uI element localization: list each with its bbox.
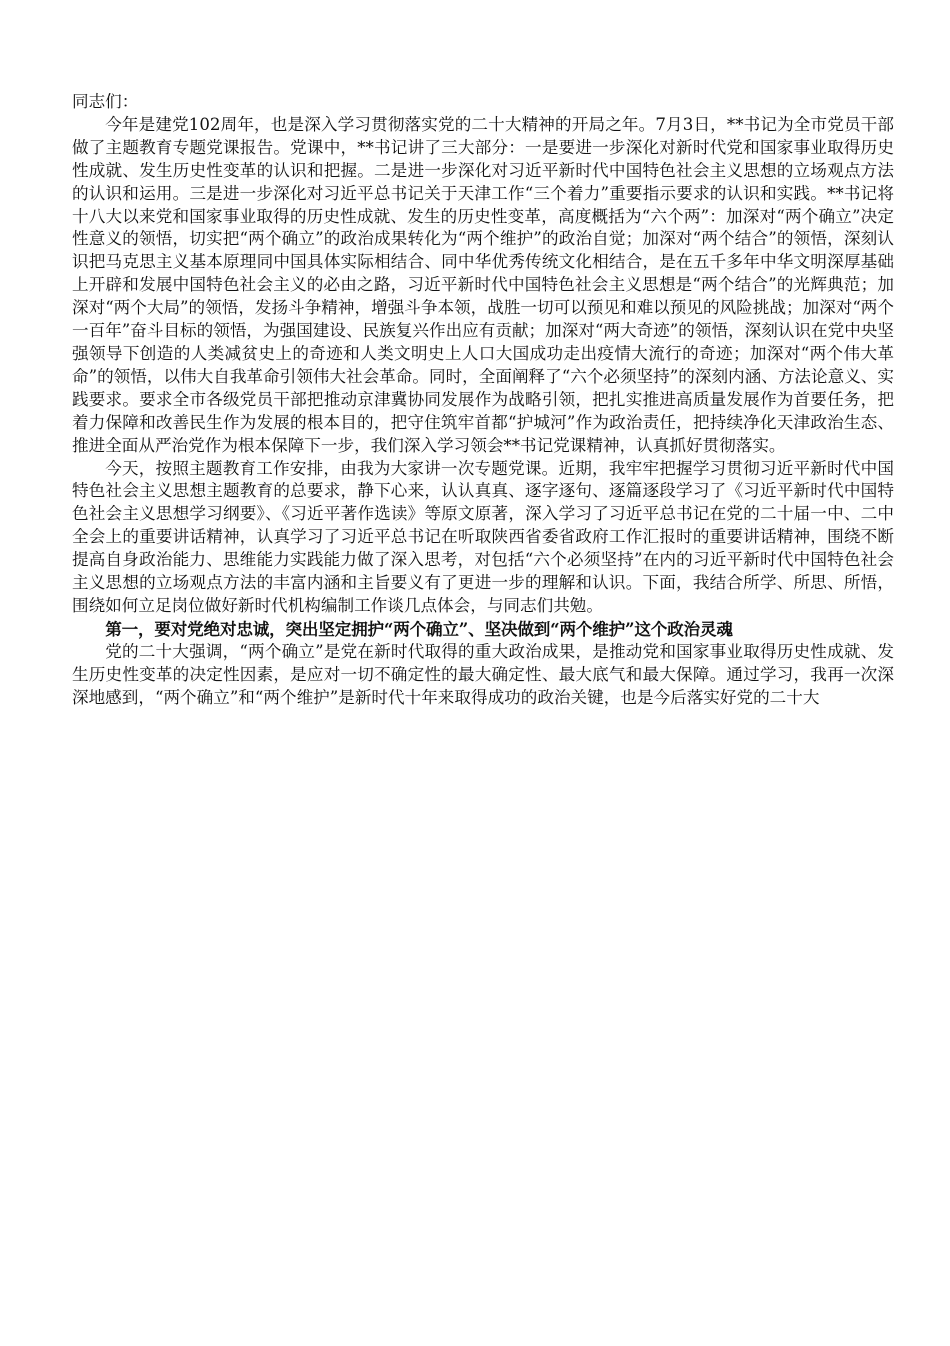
document-body	[72, 91, 894, 709]
salutation: 同志们：	[72, 92, 139, 111]
paragraph-lecture-purpose: 今天，按照主题教育工作安排，由我为大家讲一次专题党课。近期，我牢牢把握学习贯彻习近平新时代中国特色社会主义思想主题教育的总要求，静下心来，认认真真、逐字逐句、逐篇逐段学习了《习近平新时代中国特色社会主义思想学习纲要》、《习近平著作选读》等原文原著，深入学习了习近平总书记在党的二十届一中、二中全会上的重要讲话精神，认真学习了习近平总书记在听取陕西省委省政府工作汇报时的重要讲话精神，围绕不断提高自身政治能力、思维能力实践能力做了深入思考，对包括“六个必须坚持”在内的习近平新时代中国特色社会主义思想的立场观点方法的丰富内涵和主旨要义有了更进一步的理解和认识。下面，我结合所学、所思、所悟，围绕如何立足岗位做好新时代机构编制工作谈几点体会，与同志们共勉。	[72, 458, 894, 615]
paragraph-section-one: 党的二十大强调，“两个确立”是党在新时代取得的重大政治成果，是推动党和国家事业取得历史性成就、发生历史性变革的决定性因素，是应对一切不确定性的最大确定性、最大底气和最大保障。通过学习，我再一次深深地感到，“两个确立”和“两个维护”是新时代十年来取得成功的政治关键，也是今后落实好党的二十大	[72, 641, 894, 707]
paragraph-intro: 今年是建党102周年，也是深入学习贯彻落实党的二十大精神的开局之年。7月3日，**书记为全市党员干部做了主题教育专题党课报告。党课中，**书记讲了三大部分：一是要进一步深化对新时代党和国家事业取得历史性成就、发生历史性变革的认识和把握。二是进一步深化对习近平新时代中国特色社会主义思想的立场观点方法的认识和运用。三是进一步深化对习近平总书记关于天津工作“三个着力”重要指示要求的认识和实践。**书记将十八大以来党和国家事业取得的历史性成就、发生的历史性变革，高度概括为“六个两”：加深对“两个确立”决定性意义的领悟，切实把“两个确立”的政治成果转化为“两个维护”的政治自觉；加深对“两个结合”的领悟，深刻认识把马克思主义基本原理同中国具体实际相结合、同中华优秀传统文化相结合，是在五千多年中华文明深厚基础上开辟和发展中国特色社会主义的必由之路，习近平新时代中国特色社会主义思想是“两个结合”的光辉典范；加深对“两个大局”的领悟，发扬斗争精神，增强斗争本领，战胜一切可以预见和难以预见的风险挑战；加深对“两个一百年”奋斗目标的领悟，为强国建设、民族复兴作出应有贡献；加深对“两大奇迹”的领悟，深刻认识在党中央坚强领导下创造的人类减贫史上的奇迹和人类文明史上人口大国成功走出疫情大流行的奇迹；加深对“两个伟大革命”的领悟，以伟大自我革命引领伟大社会革命。同时，全面阐释了“六个必须坚持”的深刻内涵、方法论意义、实践要求。要求全市各级党员干部把推动京津冀协同发展作为战略引领，把扎实推进高质量发展作为首要任务，把着力保障和改善民生作为发展的根本目的，把守住筑牢首都“护城河”作为政治责任，把持续净化天津政治生态、推进全面从严治党作为根本保障下一步，我们深入学习领会**书记党课精神，认真抓好贯彻落实。	[72, 114, 894, 455]
section-heading-first: 第一，要对党绝对忠诚，突出坚定拥护“两个确立”、坚决做到“两个维护”这个政治灵魂	[105, 618, 733, 639]
